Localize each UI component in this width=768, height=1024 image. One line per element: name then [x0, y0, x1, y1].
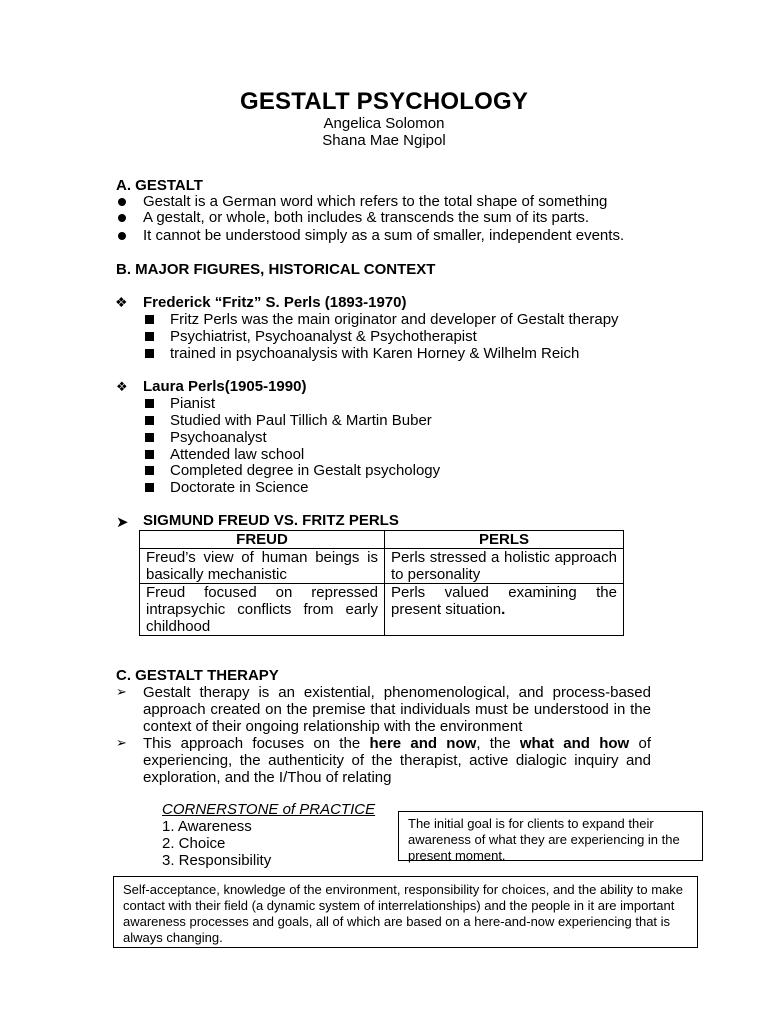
square-bullet-icon — [145, 450, 154, 459]
section-b-heading: B. MAJOR FIGURES, HISTORICAL CONTEXT — [116, 261, 436, 278]
document-title: GESTALT PSYCHOLOGY — [239, 88, 529, 115]
bullet-dot-icon — [118, 198, 126, 206]
table-header-row — [140, 531, 624, 549]
list-item: It cannot be understood simply as a sum of smaller, independent events. — [143, 227, 625, 244]
list-item: Psychoanalyst — [170, 429, 267, 446]
column-header: PERLS — [385, 531, 624, 549]
list-item: Fritz Perls was the main originator and developer of Gestalt therapy — [170, 311, 619, 328]
arrow-bullet-icon: ➢ — [116, 684, 127, 699]
list-item: Doctorate in Science — [170, 479, 309, 496]
square-bullet-icon — [145, 416, 154, 425]
square-bullet-icon — [145, 332, 154, 341]
arrow-bullet-icon: ➤ — [116, 514, 129, 531]
table-cell — [385, 584, 624, 636]
list-item: A gestalt, or whole, both includes & transcends the sum of its parts. — [143, 209, 590, 226]
cornerstone-title: CORNERSTONE of PRACTICE — [162, 801, 376, 818]
section-c-heading: C. GESTALT THERAPY — [116, 667, 279, 684]
table-cell: Freud’s view of human beings is basically mechanistic — [140, 549, 385, 584]
column-header: FREUD — [140, 531, 385, 549]
author-name: Shana Mae Ngipol — [322, 132, 446, 149]
table-cell: Freud focused on repressed intrapsychic conflicts from early childhood — [140, 584, 385, 636]
cornerstone-item: 3. Responsibility — [162, 852, 272, 869]
diamond-bullet-icon: ❖ — [115, 294, 128, 310]
summary-box: Self-acceptance, knowledge of the environment, responsibility for choices, and the ability to make contact with their field (a dynamic system of interrelationships) and the people in it are important awareness processes and goals, all of which are based on a here-and-now experiencing that is always changing. — [113, 876, 698, 948]
text-run: , the — [476, 735, 520, 752]
table-row — [140, 584, 624, 636]
text-run: of experiencing, the authenticity of the therapist, active dialogic inquiry and exploration, and the I/Thou of relating — [143, 735, 651, 786]
approach-description — [143, 735, 651, 786]
square-bullet-icon — [145, 483, 154, 492]
square-bullet-icon — [145, 433, 154, 442]
comparison-heading: SIGMUND FREUD VS. FRITZ PERLS — [143, 512, 399, 529]
diamond-bullet-icon: ❖ — [116, 379, 128, 394]
figure-name-laura: Laura Perls(1905-1990) — [143, 378, 307, 395]
square-bullet-icon — [145, 466, 154, 475]
list-item: Studied with Paul Tillich & Martin Buber — [170, 412, 432, 429]
section-a-heading: A. GESTALT — [116, 177, 203, 194]
list-item: trained in psychoanalysis with Karen Horney & Wilhelm Reich — [170, 345, 580, 362]
arrow-bullet-icon: ➢ — [116, 735, 127, 750]
therapy-description: Gestalt therapy is an existential, phenomenological, and process-based approach created on the premise that individuals must be understood in the context of their ongoing relationship with the environment — [143, 684, 651, 735]
emphasis-here-and-now: here and now — [369, 735, 477, 752]
cornerstone-item: 2. Choice — [162, 835, 226, 852]
square-bullet-icon — [145, 399, 154, 408]
list-item: Psychiatrist, Psychoanalyst & Psychotherapist — [170, 328, 477, 345]
list-item: Completed degree in Gestalt psychology — [170, 462, 441, 479]
bullet-dot-icon — [118, 214, 126, 222]
goal-box: The initial goal is for clients to expand their awareness of what they are experiencing in the present moment. — [398, 811, 703, 861]
author-name: Angelica Solomon — [323, 115, 445, 132]
table-cell-period: . — [501, 601, 506, 618]
square-bullet-icon — [145, 315, 154, 324]
table-cell: Perls stressed a holistic approach to personality — [385, 549, 624, 584]
list-item: Pianist — [170, 395, 216, 412]
list-item: Attended law school — [170, 446, 305, 463]
table-row — [140, 549, 624, 584]
bullet-dot-icon — [118, 232, 126, 240]
comparison-table — [139, 530, 624, 636]
emphasis-what-and-how: what and how — [519, 735, 630, 752]
figure-name-fritz: Frederick “Fritz” S. Perls (1893-1970) — [143, 294, 407, 311]
table-cell-text: Perls valued examining the present situation — [391, 584, 617, 618]
square-bullet-icon — [145, 349, 154, 358]
text-run: This approach focuses on the — [143, 735, 370, 752]
list-item: Gestalt is a German word which refers to the total shape of something — [143, 193, 608, 210]
cornerstone-item: 1. Awareness — [162, 818, 252, 835]
